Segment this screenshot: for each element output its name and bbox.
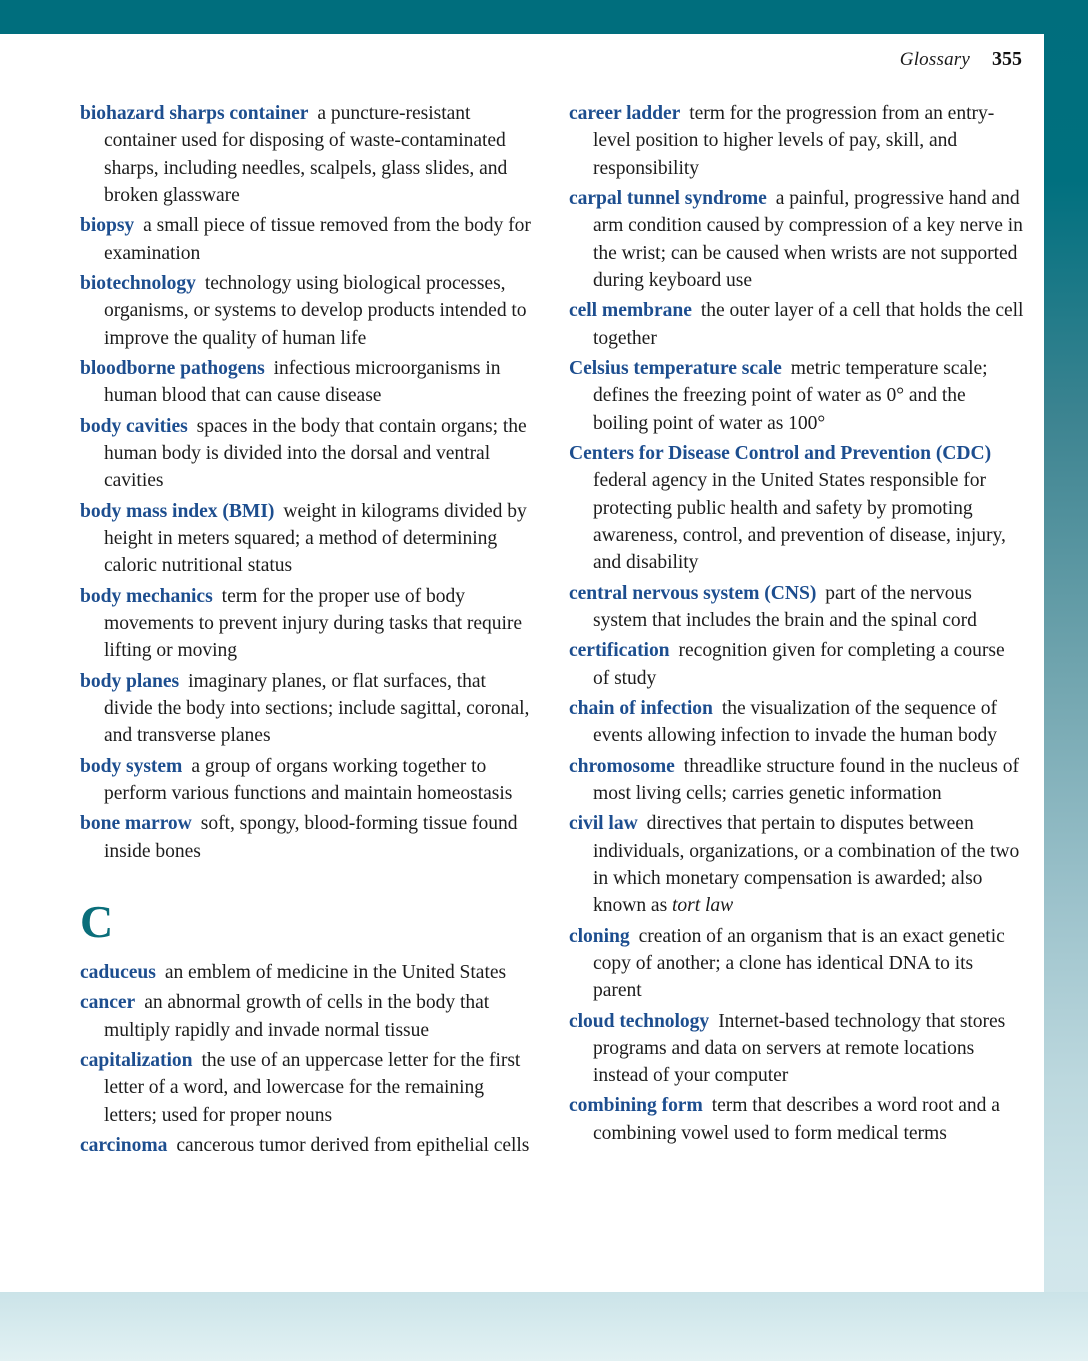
glossary-term: cancer xyxy=(80,992,136,1014)
glossary-term: chromosome xyxy=(569,755,675,777)
glossary-definition: federal agency in the United States responsible for protecting public health and safety by promoting awareness, control, and prevention of disease, injury, and disability xyxy=(593,470,1006,574)
glossary-term: certification xyxy=(569,640,670,662)
glossary-entry xyxy=(569,580,1024,635)
glossary-entry xyxy=(569,810,1024,919)
page-number: 355 xyxy=(992,48,1022,70)
glossary-term: Centers for Disease Control and Prevention (CDC) xyxy=(569,442,992,464)
glossary-term: body mechanics xyxy=(80,585,213,607)
glossary-entry xyxy=(80,810,535,865)
glossary-entry xyxy=(80,959,535,986)
glossary-entry xyxy=(569,185,1024,294)
glossary-definition: soft, spongy, blood-forming tissue found inside bones xyxy=(104,813,518,862)
glossary-entry xyxy=(80,989,535,1044)
glossary-entry xyxy=(80,1132,535,1159)
glossary-column-left xyxy=(80,100,535,1162)
glossary-term: caduceus xyxy=(80,961,156,983)
glossary-entry xyxy=(569,695,1024,750)
glossary-term: carcinoma xyxy=(80,1134,168,1156)
glossary-entry xyxy=(80,498,535,580)
glossary-term: Celsius temperature scale xyxy=(569,357,782,379)
glossary-definition: a group of organs working together to perform various functions and maintain homeostasis xyxy=(104,755,513,804)
glossary-entry xyxy=(569,355,1024,437)
glossary-definition: part of the nervous system that includes the brain and the spinal cord xyxy=(593,582,977,631)
glossary-definition: infectious microorganisms in human blood that can cause disease xyxy=(104,357,501,407)
glossary-term: bloodborne pathogens xyxy=(80,357,265,379)
glossary-definition: an abnormal growth of cells in the body that multiply rapidly and invade normal tissue xyxy=(104,992,490,1041)
glossary-definition: term that describes a word root and a combining vowel used to form medical terms xyxy=(593,1095,1000,1144)
glossary-definition: metric temperature scale; defines the freezing point of water as 0° and the boiling point of water as 100° xyxy=(593,357,988,434)
glossary-definition: imaginary planes, or flat surfaces, that divide the body into sections; include sagittal, coronal, and transverse planes xyxy=(104,670,530,747)
glossary-term: body system xyxy=(80,755,183,777)
glossary-term: central nervous system (CNS) xyxy=(569,582,817,604)
glossary-term: bone marrow xyxy=(80,813,192,835)
glossary-term: biohazard sharps container xyxy=(80,103,309,124)
glossary-definition: term for the progression from an entry-level position to higher levels of pay, skill, and responsibility xyxy=(593,103,995,179)
glossary-definition: the use of an uppercase letter for the first letter of a word, and lowercase for the remaining letters; used for proper nouns xyxy=(104,1049,521,1126)
section-letter-heading: C xyxy=(80,895,114,947)
glossary-entry xyxy=(569,923,1024,1005)
glossary-definition: a small piece of tissue removed from the body for examination xyxy=(104,215,531,264)
glossary-term: biotechnology xyxy=(80,272,196,294)
glossary-definition: an emblem of medicine in the United States xyxy=(164,961,507,983)
glossary-definition: the visualization of the sequence of events allowing infection to invade the human body xyxy=(593,697,998,747)
glossary-entry xyxy=(569,1008,1024,1090)
glossary-definition: the outer layer of a cell that holds the cell together xyxy=(593,300,1024,349)
glossary-entry xyxy=(80,212,535,267)
glossary-definition: creation of an organism that is an exact genetic copy of another; a clone has identical DNA to its parent xyxy=(593,925,1005,1002)
glossary-entry xyxy=(80,100,535,209)
glossary-columns xyxy=(80,100,1025,1162)
glossary-definition: cancerous tumor derived from epithelial cells xyxy=(176,1134,530,1156)
glossary-entry xyxy=(569,297,1024,352)
glossary-entry xyxy=(80,1047,535,1129)
running-head-label: Glossary xyxy=(899,49,970,70)
glossary-term: career ladder xyxy=(569,103,681,124)
glossary-term: cloning xyxy=(569,925,630,947)
top-decorative-band xyxy=(0,0,1088,34)
glossary-definition: technology using biological processes, organisms, or systems to develop products intended to improve the quality of human life xyxy=(104,272,527,349)
glossary-term: body mass index (BMI) xyxy=(80,500,275,522)
glossary-definition: threadlike structure found in the nucleus of most living cells; carries genetic information xyxy=(593,755,1019,804)
glossary-term: cell membrane xyxy=(569,300,692,322)
glossary-term: cloud technology xyxy=(569,1010,710,1032)
glossary-entry xyxy=(569,440,1024,577)
glossary-definition: term for the proper use of body movements to prevent injury during tasks that require lifting or moving xyxy=(104,585,522,662)
glossary-term: carpal tunnel syndrome xyxy=(569,187,767,209)
running-head xyxy=(900,48,1022,71)
glossary-entry xyxy=(569,100,1024,182)
glossary-term: biopsy xyxy=(80,215,135,237)
right-decorative-band xyxy=(1044,0,1088,1361)
glossary-entry xyxy=(80,355,535,410)
glossary-entry xyxy=(80,413,535,495)
glossary-term: capitalization xyxy=(80,1049,193,1071)
bottom-decorative-band xyxy=(0,1292,1088,1361)
glossary-entry xyxy=(80,270,535,352)
glossary-entry xyxy=(569,1092,1024,1147)
glossary-definition: weight in kilograms divided by height in meters squared; a method of determining caloric nutritional status xyxy=(104,500,527,577)
glossary-term: body cavities xyxy=(80,415,188,437)
glossary-definition: spaces in the body that contain organs; the human body is divided into the dorsal and ventral cavities xyxy=(104,415,527,492)
glossary-term: civil law xyxy=(569,813,638,835)
glossary-definition: Internet-based technology that stores programs and data on servers at remote locations instead of your computer xyxy=(593,1010,1006,1087)
glossary-entry xyxy=(80,583,535,665)
glossary-definition-italic: tort law xyxy=(672,895,734,917)
glossary-entry xyxy=(569,753,1024,808)
glossary-definition: recognition given for completing a course of study xyxy=(593,640,1005,689)
glossary-term: combining form xyxy=(569,1095,703,1117)
glossary-entry xyxy=(80,668,535,750)
glossary-entry xyxy=(80,753,535,808)
glossary-definition: a painful, progressive hand and arm condition caused by compression of a key nerve in the wrist; can be caused when wrists are not supported during keyboard use xyxy=(593,187,1023,291)
glossary-term: chain of infection xyxy=(569,697,713,719)
glossary-page xyxy=(0,34,1044,1292)
glossary-column-right xyxy=(569,100,1024,1162)
glossary-term: body planes xyxy=(80,670,180,692)
glossary-definition: a puncture-resistant container used for disposing of waste-contaminated sharps, including needles, scalpels, glass slides, and broken glassware xyxy=(104,103,508,206)
glossary-entry xyxy=(569,637,1024,692)
glossary-definition: directives that pertain to disputes between individuals, organizations, or a combination of the two in which monetary compensation is awarded; also known as xyxy=(593,813,1020,917)
